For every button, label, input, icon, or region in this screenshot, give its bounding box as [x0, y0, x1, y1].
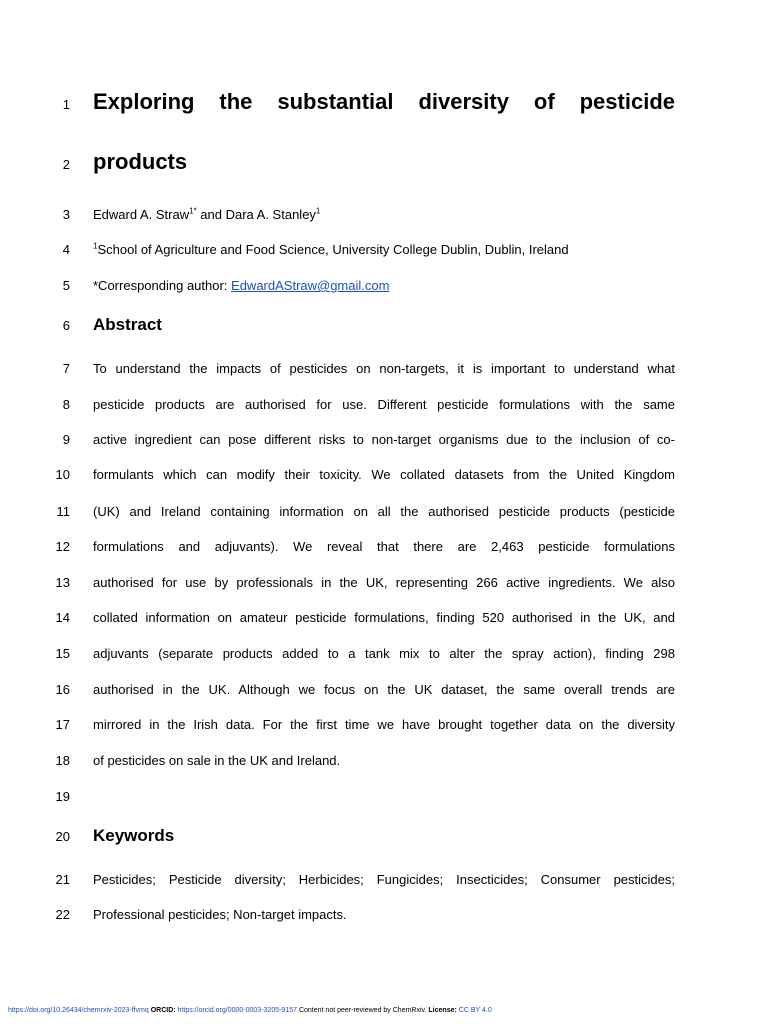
line-number: 3: [62, 207, 70, 222]
keywords-line: Pesticides; Pesticide diversity; Herbicides; Fungicides; Insecticides; Consumer pesticides;: [93, 872, 675, 887]
orcid-label: ORCID:: [150, 1007, 176, 1014]
abstract-line: formulants which can modify their toxicity. We collated datasets from the United Kingdom: [93, 467, 675, 482]
abstract-line: To understand the impacts of pesticides on non-targets, it is important to understand what: [93, 361, 675, 376]
author-connector: and: [196, 207, 226, 222]
license-link[interactable]: CC BY 4.0: [458, 1007, 492, 1014]
line-number: 7: [62, 361, 70, 376]
line-number: 6: [62, 318, 70, 333]
line-number: 18: [55, 753, 70, 768]
paper-title-line-1: Exploring the substantial diversity of pesticide: [93, 89, 675, 114]
abstract-line: authorised for use by professionals in the UK, representing 266 active ingredients. We also: [93, 575, 675, 590]
line-number: 5: [62, 278, 70, 293]
corresponding-label: *Corresponding author:: [93, 278, 232, 293]
line-number: 13: [55, 575, 70, 590]
line-number: 20: [55, 829, 70, 844]
review-note: Content not peer-reviewed by ChemRxiv.: [298, 1007, 427, 1014]
corresponding-author: [93, 278, 675, 294]
abstract-line: pesticide products are authorised for use. Different pesticide formulations with the same: [93, 397, 675, 412]
line-number: 2: [62, 157, 70, 172]
keywords-line: Professional pesticides; Non-target impacts.: [93, 907, 347, 922]
affiliation-mark: 1: [93, 241, 98, 251]
doi-link[interactable]: https://doi.org/10.26434/chemrxiv-2023-ffvmq: [8, 1007, 149, 1014]
author-list: [93, 207, 675, 223]
license-label: License:: [428, 1007, 457, 1014]
abstract-line: active ingredient can pose different risks to non-target organisms due to the inclusion of co-: [93, 432, 675, 447]
line-number: 8: [62, 397, 70, 412]
line-number: 4: [62, 242, 70, 257]
author-name: Edward A. Straw: [93, 207, 190, 222]
line-number: 19: [55, 789, 70, 804]
line-number: 22: [55, 907, 70, 922]
line-number: 16: [55, 682, 70, 697]
preprint-footer: [8, 1006, 760, 1015]
affiliation-text: School of Agriculture and Food Science, University College Dublin, Dublin, Ireland: [97, 242, 569, 257]
line-number: 14: [55, 610, 70, 625]
abstract-line: of pesticides on sale in the UK and Ireland.: [93, 753, 341, 768]
line-number: 1: [62, 97, 70, 112]
keywords-heading: Keywords: [93, 826, 175, 845]
line-number: 17: [55, 717, 70, 732]
abstract-line: mirrored in the Irish data. For the first time we have brought together data on the diversity: [93, 717, 675, 732]
abstract-heading: Abstract: [93, 315, 162, 334]
abstract-line: (UK) and Ireland containing information on all the authorised pesticide products (pesticide: [93, 504, 675, 519]
orcid-link[interactable]: https://orcid.org/0000-0003-3205-9157: [177, 1007, 298, 1014]
paper-title-line-2: products: [93, 149, 188, 174]
author-affiliation-mark: 1: [315, 206, 321, 216]
line-number: 11: [56, 504, 70, 519]
line-number: 15: [55, 646, 70, 661]
abstract-line: formulations and adjuvants). We reveal that there are 2,463 pesticide formulations: [93, 539, 675, 554]
affiliation: [93, 242, 675, 258]
abstract-line: collated information on amateur pesticide formulations, finding 520 authorised in the UK, and: [93, 610, 675, 625]
email-link[interactable]: EdwardAStraw@gmail.com: [231, 278, 390, 293]
abstract-line: authorised in the UK. Although we focus on the UK dataset, the same overall trends are: [93, 682, 675, 697]
line-number: 9: [62, 432, 70, 447]
author-name: Dara A. Stanley: [225, 207, 316, 222]
line-number: 10: [55, 467, 70, 482]
line-number: 12: [55, 539, 70, 554]
author-affiliation-mark: 1*: [189, 206, 197, 216]
abstract-line: adjuvants (separate products added to a tank mix to alter the spray action), finding 298: [93, 646, 675, 661]
line-number: 21: [55, 872, 70, 887]
